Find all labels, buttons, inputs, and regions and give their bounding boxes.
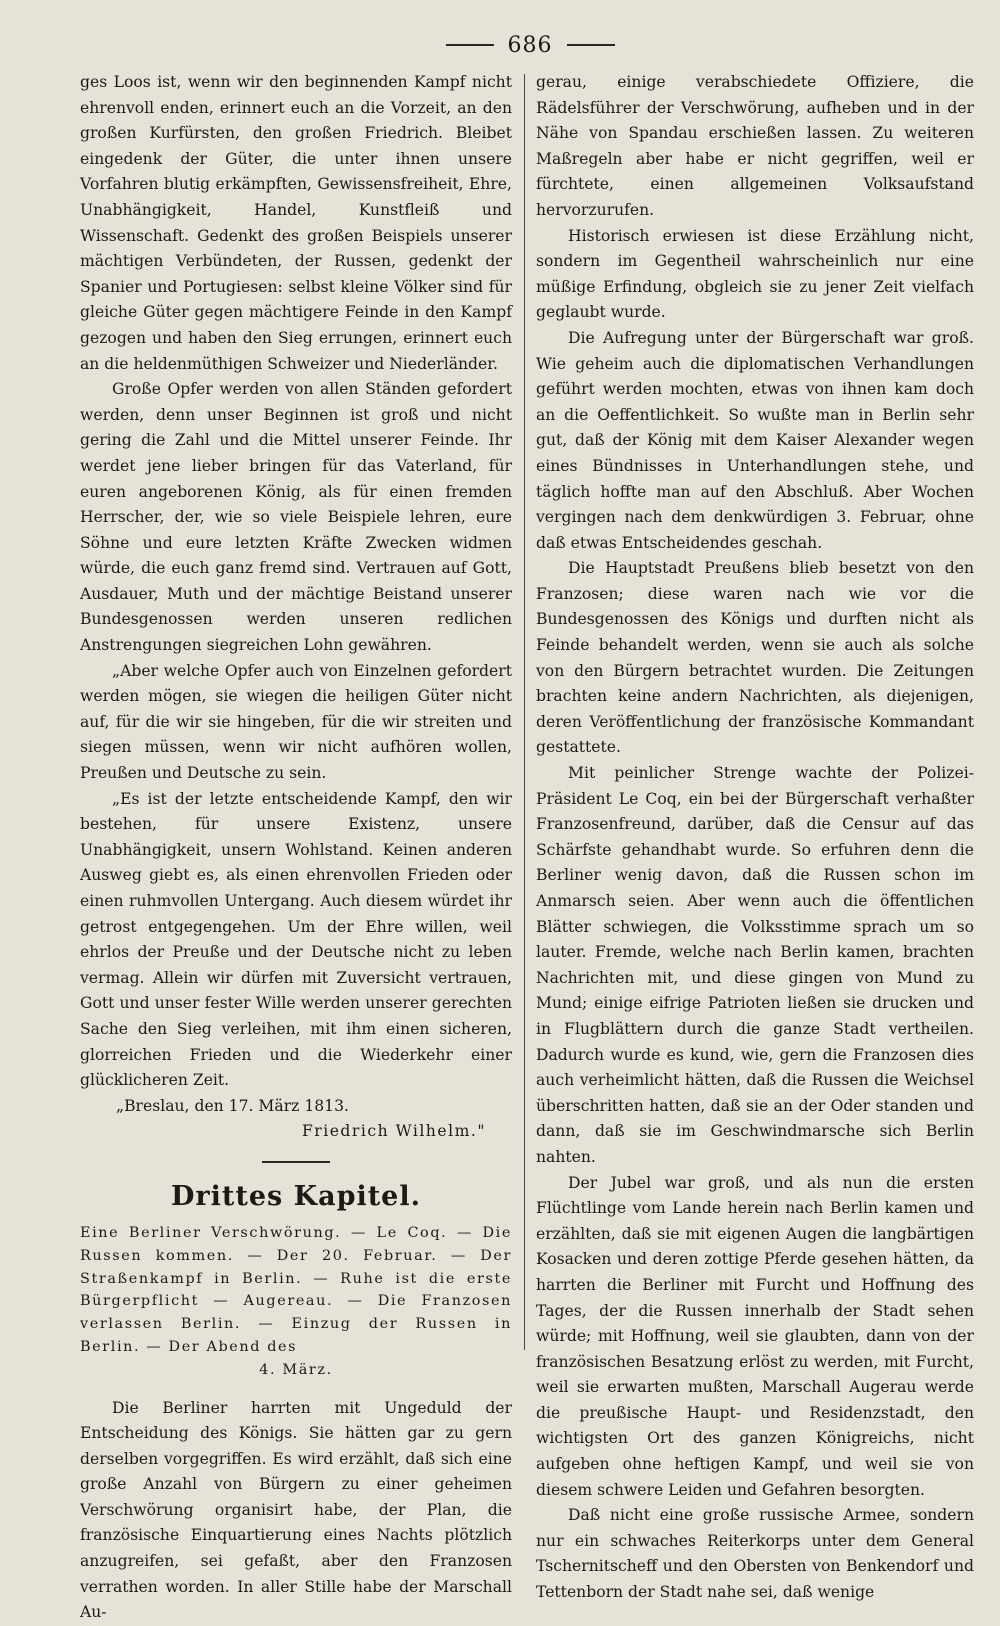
synopsis-end: 4. März. bbox=[259, 1361, 333, 1378]
left-paragraph-3: „Aber welche Opfer auch von Einzelnen gefordert werden mögen, sie wiegen die heiligen Güter nicht auf, für die wir sie hingeben, für die wir streiten und siegen müssen, wenn wir nicht aufhören wollen, Preußen und Deutsche zu sein. bbox=[80, 661, 512, 783]
right-paragraph-1: gerau, einige verabschiedete Offiziere, die Rädelsführer der Verschwörung, aufheben und in der Nähe von Spandau erschießen lassen. Zu weiteren Maßregeln aber habe er nicht gegriffen, weil er fürchtete, einen allgemeinen Volksaufstand hervorzurufen. bbox=[536, 73, 974, 219]
header-rule-left bbox=[446, 44, 494, 46]
right-paragraph-3: Die Aufregung unter der Bürgerschaft war groß. Wie geheim auch die diplomatischen Verhandlungen geführt werden mochten, etwas von ihnen kam doch an die Oeffentlichkeit. So wußte man in Berlin sehr gut, daß der König mit dem Kaiser Alexander wegen eines Bündnisses in Unterhandlungen stehe, und täglich hoffte man auf den Abschluß. Aber Wochen vergingen nach dem denkwürdigen 3. Februar, ohne daß etwas Entscheidendes geschah. bbox=[536, 328, 974, 552]
right-paragraph-2: Historisch erwiesen ist diese Erzählung nicht, sondern im Gegentheil wahrscheinlich nur eine müßige Erfindung, obgleich sie zu jener Zeit vielfach geglaubt wurde. bbox=[536, 226, 974, 322]
right-paragraph-4: Die Hauptstadt Preußens blieb besetzt von den Franzosen; diese waren nach wie vor die Bundesgenossen des Königs und durften nicht als Feinde behandelt werden, wenn sie auch als solche von den Bürgern betrachtet wurden. Die Zeitungen brachten keine andern Nachrichten, als diejenigen, deren Veröffentlichung der französische Kommandant gestattete. bbox=[536, 559, 974, 757]
page-header bbox=[440, 30, 620, 60]
right-paragraph-7: Daß nicht eine große russische Armee, sondern nur ein schwaches Reiterkorps unter dem General Tschernitscheff und den Obersten von Benkendorf und Tettenborn der Stadt nahe sei, daß wenige bbox=[536, 1506, 974, 1602]
signature-date: „Breslau, den 17. März 1813. bbox=[116, 1096, 349, 1115]
left-paragraph-2: Große Opfer werden von allen Ständen gefordert werden, denn unser Beginnen ist groß und nicht gering die Zahl und die Mittel unserer Feinde. Ihr werdet jene lieber bringen für das Vaterland, für euren angeborenen König, als für einen fremden Herrscher, der, wie so viele Beispiele lehren, eure Söhne und eure letzten Kräfte Zwecken widmen würde, die euch ganz fremd sind. Vertrauen auf Gott, Ausdauer, Muth und der mächtige Beistand unserer Bundesgenossen werden unseren redlichen Anstrengungen siegreichen Lohn gewähren. bbox=[80, 380, 512, 655]
chapter-synopsis bbox=[80, 1222, 512, 1382]
chapter-paragraph: Die Berliner harrten mit Ungeduld der Entscheidung des Königs. Sie hätten gar zu gern derselben vorgegriffen. Es wird erzählt, daß sich eine große Anzahl von Bürgern zu einer geheimen Verschwörung organisirt habe, der Plan, die französische Einquartierung eines Nachts plötzlich anzugreifen, sei gefaßt, aber den Franzosen verrathen worden. In aller Stille habe der Marschall Au- bbox=[80, 1398, 512, 1622]
left-paragraph-1: ges Loos ist, wenn wir den beginnenden Kampf nicht ehrenvoll enden, erinnert euch an die Vorzeit, an den großen Kurfürsten, den großen Friedrich. Bleibet eingedenk der Güter, die unter ihnen unsere Vorfahren blutig erkämpften, Gewissensfreiheit, Ehre, Unabhängigkeit, Handel, Kunstfleiß und Wissenschaft. Gedenkt des großen Beispiels unserer mächtigen Verbündeten, der Russen, gedenkt der Spanier und Portugiesen: selbst kleine Völker sind für gleiche Güter gegen mächtigere Feinde in den Kampf gezogen und haben den Sieg errungen, erinnert euch an die heldenmüthigen Schweizer und Niederländer. bbox=[80, 73, 512, 373]
signature-name: Friedrich Wilhelm." bbox=[301, 1122, 486, 1141]
section-divider bbox=[262, 1161, 330, 1163]
header-rule-right bbox=[567, 44, 615, 46]
synopsis-text: Eine Berliner Verschwörung. — Le Coq. — Die Russen kommen. — Der 20. Februar. — Der Straßenkampf in Berlin. — Ruhe ist die erste Bürgerpflicht — Augereau. — Die Franzosen verlassen Berlin. — Einzug der Russen in Berlin. — Der Abend des bbox=[80, 1224, 512, 1355]
right-column bbox=[536, 70, 974, 1606]
column-divider bbox=[524, 74, 525, 1350]
right-paragraph-6: Der Jubel war groß, und als nun die ersten Flüchtlinge vom Lande herein nach Berlin kamen und erzählten, daß sie mit eigenen Augen die langbärtigen Kosacken und deren zottige Pferde gesehen hätten, da harrten die Berliner mit Furcht und Hoffnung des Tages, der die Russen innerhalb der Stadt sehen würde; mit Hoffnung, weil sie glaubten, dann von der französischen Besatzung erlöst zu werden, mit Furcht, weil sie erwarten mußten, Marschall Augerau werde die preußische Haupt- und Residenzstadt, den wichtigsten Ort des ganzen Königreichs, nicht aufgeben ohne heftigen Kampf, und weil sie von diesem schwere Leiden und Gefahren besorgten. bbox=[536, 1173, 974, 1499]
chapter-title: Drittes Kapitel. bbox=[170, 1180, 422, 1212]
page-number: 686 bbox=[507, 32, 553, 58]
left-paragraph-4: „Es ist der letzte entscheidende Kampf, den wir bestehen, für unsere Existenz, unsere Unabhängigkeit, unsern Wohlstand. Keinen anderen Ausweg giebt es, als einen ehrenvollen Frieden oder einen ruhmvollen Untergang. Auch diesem würdet ihr getrost entgegengehen. Um der Ehre willen, weil ehrlos der Preuße und der Deutsche nicht zu leben vermag. Allein wir dürfen mit Zuversicht vertrauen, Gott und unser fester Wille werden unserer gerechten Sache den Sieg verleihen, mit ihm einen sicheren, glorreichen Frieden und die Wiederkehr einer glücklicheren Zeit. bbox=[80, 789, 512, 1090]
right-paragraph-5: Mit peinlicher Strenge wachte der Polizei-Präsident Le Coq, ein bei der Bürgerschaft verhaßter Franzosenfreund, darüber, daß die Censur auf das Schärfste gehandhabt wurde. So erfuhren denn die Berliner wenig davon, daß die Russen schon im Anmarsch seien. Aber wenn auch die öffentlichen Blätter schwiegen, die Volksstimme sprach um so lauter. Fremde, welche nach Berlin kamen, brachten Nachrichten mit, und diese gingen von Mund zu Mund; einige eifrige Patrioten ließen sie drucken und in Flugblättern durch die ganze Stadt vertheilen. Dadurch wurde es kund, wie, gern die Franzosen dies auch verheimlicht hätten, daß die Russen die Weichsel überschritten hatten, daß sie an der Oder standen und dann, daß sie im Geschwindmarsche sich Berlin nahten. bbox=[536, 764, 974, 1166]
left-column bbox=[80, 70, 512, 1626]
